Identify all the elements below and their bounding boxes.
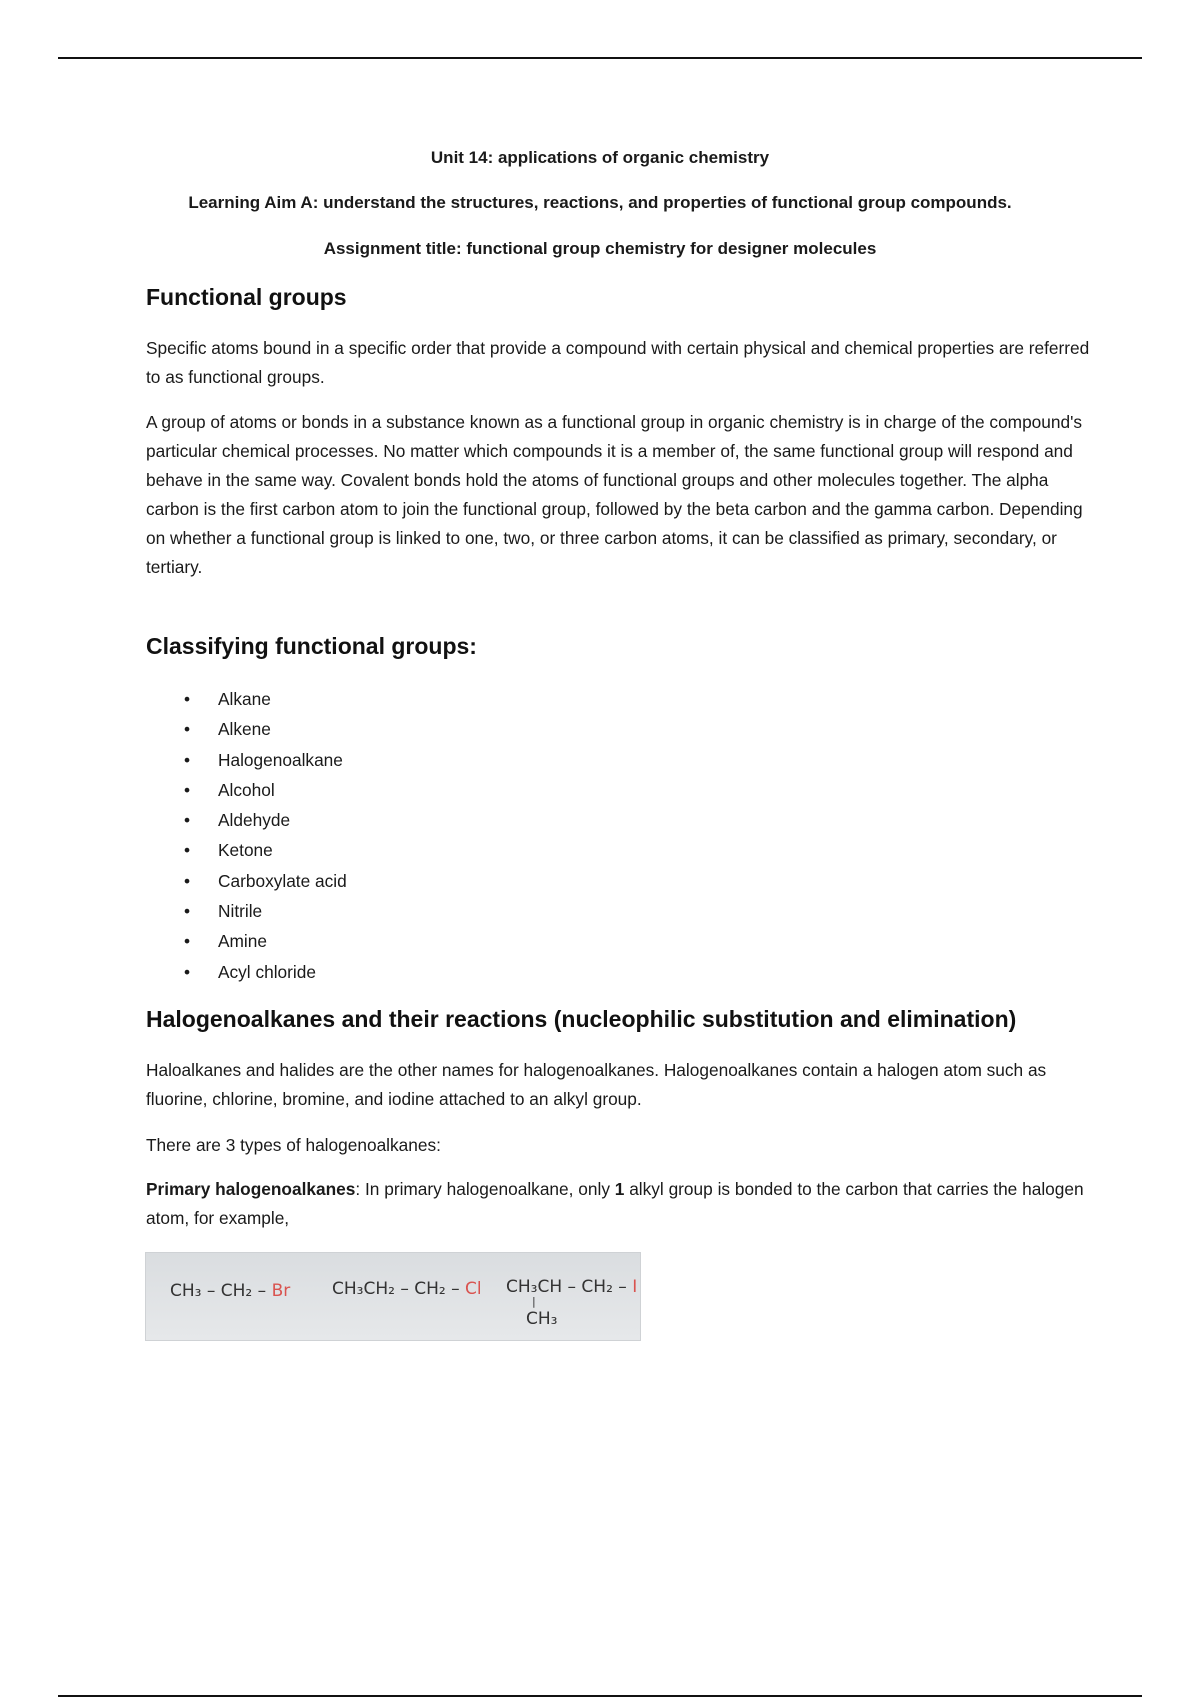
unit-title: Unit 14: applications of organic chemistry: [430, 148, 770, 167]
paragraph: There are 3 types of halogenoalkanes:: [146, 1135, 441, 1155]
assignment-title: Assignment title: functional group chemistry for designer molecules: [323, 239, 877, 258]
heading-halogenoalkanes: Halogenoalkanes and their reactions (nucleophilic substitution and elimination): [146, 1006, 1017, 1032]
bottom-rule: [58, 1695, 1142, 1697]
list-item-text: Halogenoalkane: [218, 749, 343, 770]
halogen: Br: [271, 1281, 291, 1301]
list-item: • Acyl chloride: [184, 961, 316, 982]
heading-functional-groups: Functional groups: [146, 284, 347, 310]
chain: CH₃CH – CH₂ –: [506, 1277, 627, 1297]
list-item: • Aldehyde: [184, 810, 291, 831]
branch-bond: |: [532, 1295, 536, 1308]
list-item: • Alcohol: [184, 779, 275, 800]
chain: CH₃ – CH₂ –: [170, 1281, 267, 1301]
list-item-text: Amine: [218, 931, 267, 952]
functional-group-list: [146, 684, 347, 987]
structure-2: [332, 1279, 482, 1299]
list-item: • Carboxylate acid: [184, 870, 347, 891]
chain: CH₃CH₂ – CH₂ –: [332, 1279, 460, 1299]
list-item-text: Alkane: [218, 689, 271, 709]
list-item: • Alkene: [184, 719, 271, 740]
structure-3: [506, 1277, 637, 1297]
list-item-text: Ketone: [218, 840, 273, 861]
list-item: • Amine: [184, 931, 267, 952]
list-item-text: Alkene: [218, 719, 271, 740]
handwritten-structures-image: [145, 1252, 641, 1341]
learning-aim: Learning Aim A: understand the structures, reactions, and properties of functional group compounds.: [188, 193, 1012, 212]
structure-1: [170, 1281, 290, 1301]
list-item: • Halogenoalkane: [184, 749, 343, 770]
list-item: • Nitrile: [184, 901, 263, 922]
paragraph-primary: [146, 1175, 1091, 1233]
halogen: Cl: [465, 1279, 482, 1299]
list-item-text: Carboxylate acid: [218, 870, 347, 891]
list-item-text: Nitrile: [218, 901, 263, 922]
list-item-text: Aldehyde: [218, 810, 291, 831]
heading-classifying: Classifying functional groups:: [146, 633, 477, 659]
text: : In primary halogenoalkane, only: [355, 1179, 615, 1199]
bold-number: 1: [614, 1179, 625, 1199]
top-rule: [58, 57, 1142, 59]
paragraph: A group of atoms or bonds in a substance known as a functional group in organic chemistry is in charge of the compound's particular chemical processes. No matter which compounds it is a member of, the same functional group will respond and behave in the same way. Covalent bonds hold the atoms of functional groups and other molecules together. The alpha carbon is the first carbon atom to join the functional group, followed by the beta carbon and the gamma carbon. Depending on whether a functional group is linked to one, two, or three carbon atoms, it can be classified as primary, secondary, or tertiary.: [146, 412, 1083, 577]
structure-3-branch: CH₃: [526, 1309, 558, 1329]
list-item: • Ketone: [184, 840, 273, 861]
paragraph: Specific atoms bound in a specific order that provide a compound with certain physical and chemical properties are referred to as functional groups.: [146, 338, 1090, 387]
halogen: I: [632, 1277, 638, 1297]
text: alkyl group is bonded to the carbon that carries the halogen atom, for example,: [146, 1179, 1084, 1228]
list-item: • Alkane: [184, 689, 271, 709]
primary-label: Primary halogenoalkanes: [146, 1179, 356, 1199]
paragraph: Haloalkanes and halides are the other names for halogenoalkanes. Halogenoalkanes contain a halogen atom such as fluorine, chlorine, bromine, and iodine attached to an alkyl group.: [146, 1060, 1047, 1109]
list-item-text: Acyl chloride: [218, 961, 316, 982]
list-item-text: Alcohol: [218, 779, 275, 800]
